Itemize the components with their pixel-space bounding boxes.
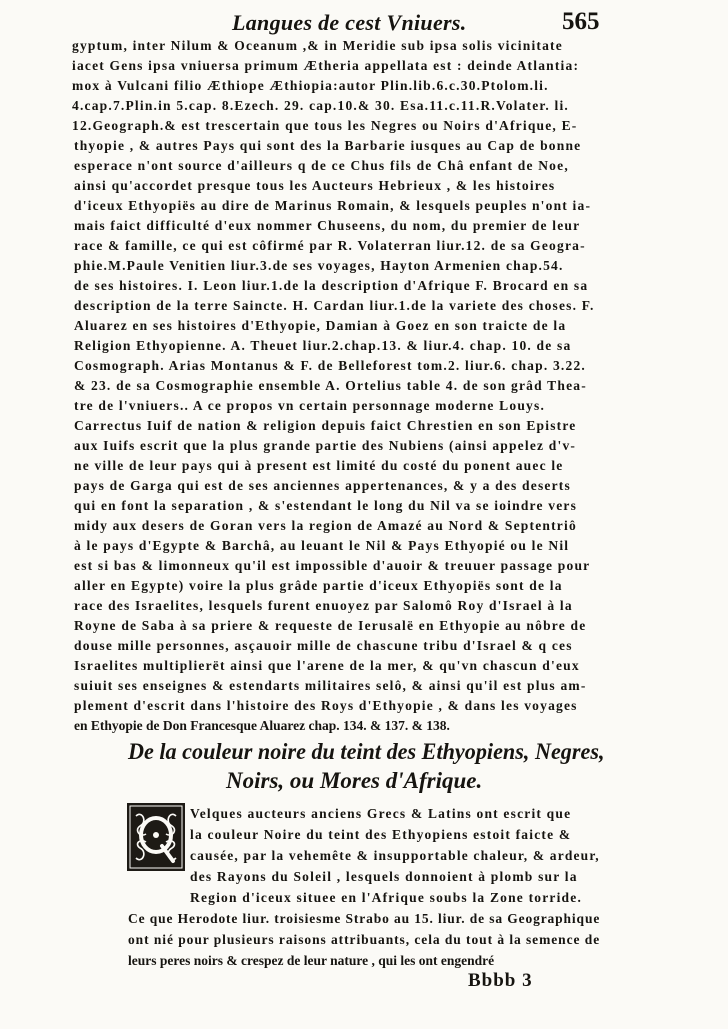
text-line: Velques aucteurs anciens Grecs & Latins ont escrit que [190,806,572,821]
text-line: midy aux desers de Goran vers la region de Amazé au Nord & Septentriô [74,518,577,533]
text-line: gyptum, inter Nilum & Oceanum ,& in Meridie sub ipsa solis vicinitate [72,38,563,53]
text-line: est si bas & limonneux qu'il est impossible d'auoir & treuuer passage pour [74,558,591,573]
text-line: mais faict difficulté d'eux nommer Chuseens, du nom, du premier de leur [74,218,581,233]
text-line: Cosmograph. Arias Montanus & F. de Belleforest tom.2. liur.6. chap. 3.22. [74,358,586,373]
text-line: & 23. de sa Cosmographie ensemble A. Ortelius table 4. de son grâd Thea- [74,378,587,393]
text-line: ne ville de leur pays qui à present est limité du costé du ponent auec le [74,458,564,473]
text-line: Royne de Saba à sa priere & requeste de Ierusalë en Ethyopie au nôbre de [74,618,587,633]
signature-mark: Bbbb 3 [468,970,533,991]
text-line: suiuit ses enseignes & estendarts militaires selô, & ainsi qu'il est plus am- [74,678,587,693]
page-number: 565 [562,8,600,35]
text-line: description de la terre Saincte. H. Cardan liur.1.de la variete des choses. F. [74,298,595,313]
text-line: 4.cap.7.Plin.in 5.cap. 8.Ezech. 29. cap.10.& 30. Esa.11.c.11.R.Volater. li. [72,98,570,113]
heading-line-2: Noirs, ou Mores d'Afrique. [226,768,483,793]
text-line: pays de Garga qui est de ses anciennes appertenances, & y a des deserts [74,478,571,493]
text-line: race des Israelites, lesquels furent enuoyez par Salomô Roy d'Israel à la [74,598,573,613]
text-line: ainsi qu'accordet presque tous les Aucteurs Hebrieux , & les histoires [74,178,556,193]
text-line: thyopie , & autres Pays qui sont des la Barbarie iusques au Cap de bonne [74,138,582,153]
text-line: en Ethyopie de Don Francesque Aluarez chap. 134. & 137. & 138. [74,718,450,733]
text-line: aux Iuifs escrit que la plus grande partie des Nubiens (ainsi appelez d'v- [74,438,577,453]
text-line: phie.M.Paule Venitien liur.3.de ses voyages, Hayton Armenien chap.54. [74,258,564,273]
text-line: leurs peres noirs & crespez de leur nature , qui les ont engendré [128,953,495,968]
text-line: plement d'escrit dans l'histoire des Roys d'Ethyopie , & dans les voyages [74,698,578,713]
text-line: iacet Gens ipsa vniuersa primum Ætheria appellata est : deinde Atlantia: [72,58,580,73]
text-line: aller en Egypte) voire la plus grâde partie d'iceux Ethyopiës sont de la [74,578,563,593]
text-line: Aluarez en ses histoires d'Ethyopie, Damian à Goez en son traicte de la [74,318,567,333]
text-line: mox à Vulcani filio Æthiope Æthiopia:autor Plin.lib.6.c.30.Ptolom.li. [72,78,549,93]
heading-line-1: De la couleur noire du teint des Ethyopiens, Negres, [128,739,605,764]
ornamental-initial-q-icon [126,802,186,872]
text-line: Region d'iceux situee en l'Afrique soubs la Zone torride. [190,890,583,905]
text-line: Israelites multiplierët ainsi que l'arene de la mer, & qu'vn chascun d'eux [74,658,580,673]
text-line: race & famille, ce qui est côfirmé par R. Volaterran liur.12. de sa Geogra- [74,238,586,253]
text-line: causée, par la vehemête & insupportable chaleur, & ardeur, [190,848,600,863]
running-head [0,4,728,38]
text-line: tre de l'vniuers.. A ce propos vn certain personnage moderne Louys. [74,398,546,413]
text-line: à le pays d'Egypte & Barchâ, au leuant le Nil & Pays Ethyopié ou le Nil [74,538,570,553]
text-line: ont nié pour plusieurs raisons attribuants, cela du tout à la semence de [128,932,601,947]
running-head-title: Langues de cest Vniuers. [232,10,467,35]
text-line: esperace n'ont source d'ailleurs q de ce Chus fils de Châ enfant de Noe, [74,158,569,173]
text-line: la couleur Noire du teint des Ethyopiens estoit faicte & [190,827,572,842]
text-line: 12.Geograph.& est trescertain que tous les Negres ou Noirs d'Afrique, E- [72,118,578,133]
text-line: Carrectus Iuif de nation & religion depuis faict Chrestien en son Epistre [74,418,577,433]
text-line: d'iceux Ethyopiës au dire de Marinus Romain, & lesquels peuples n'ont ia- [74,198,592,213]
text-line: des Rayons du Soleil , lesquels donnoient à plomb sur la [190,869,578,884]
text-line: qui en font la separation , & s'estendant le long du Nil va se ioindre vers [74,498,578,513]
text-line: de ses histoires. I. Leon liur.1.de la description d'Afrique F. Brocard en sa [74,278,589,293]
text-line: Religion Ethyopienne. A. Theuet liur.2.chap.13. & liur.4. chap. 10. de sa [74,338,572,353]
text-line: douse mille personnes, asçauoir mille de chascune tribu d'Israel & q ces [74,638,573,653]
text-line: Ce que Herodote liur. troisiesme Strabo au 15. liur. de sa Geographique [128,911,601,926]
